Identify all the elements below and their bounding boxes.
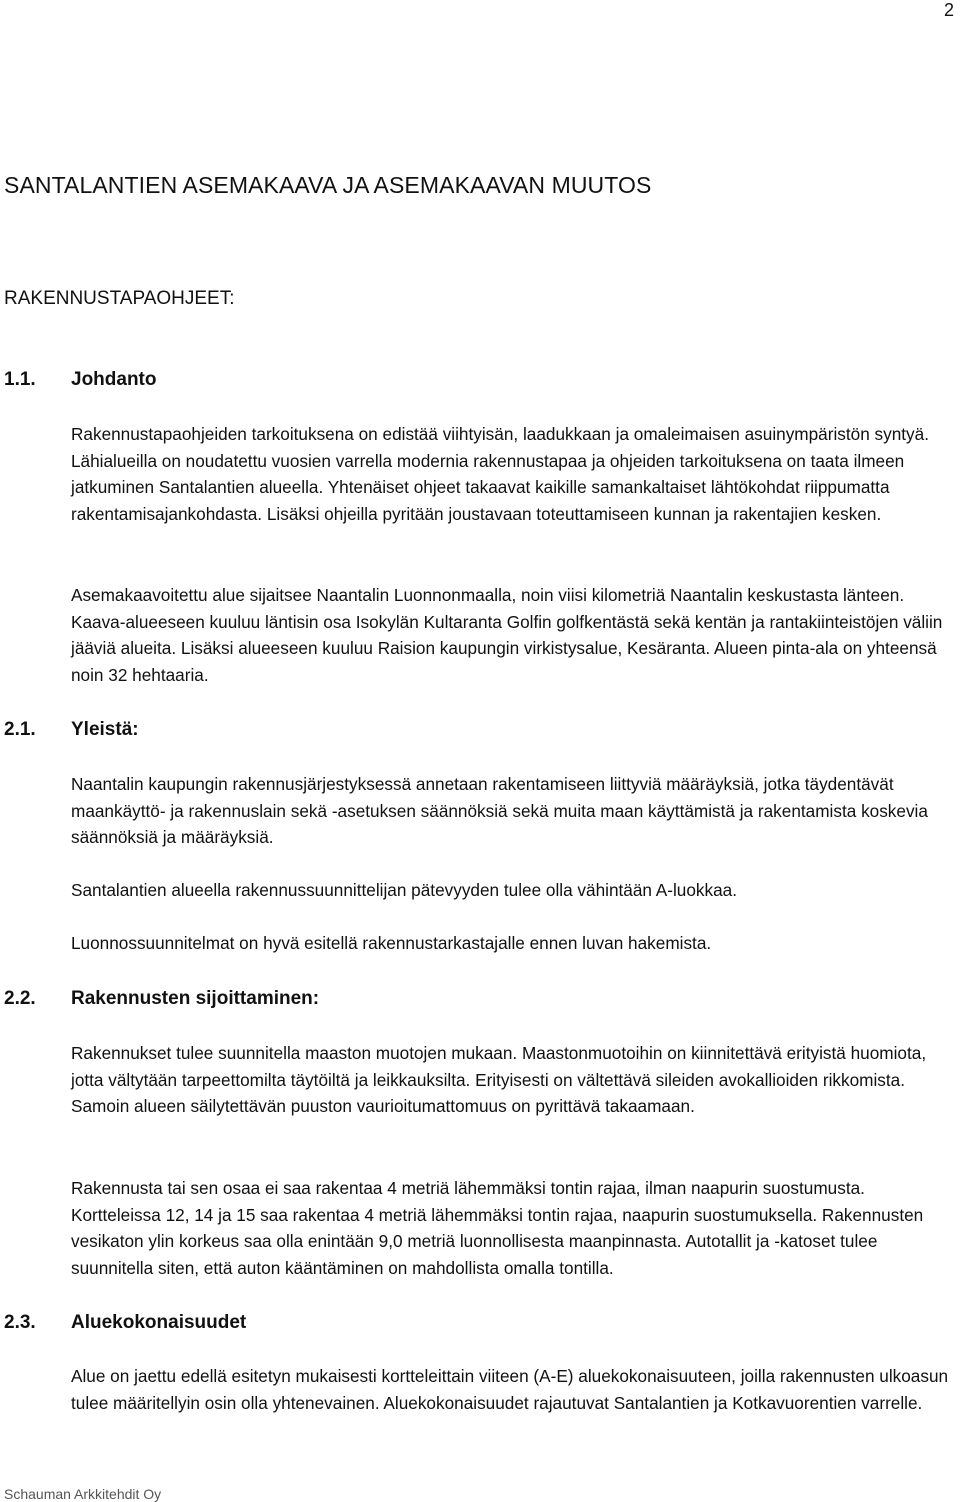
section-number-2-2: 2.2. bbox=[4, 988, 36, 1009]
paragraph-johdanto-1: Rakennustapaohjeiden tarkoituksena on edistää viihtyisän, laadukkaan ja omaleimaisen asuinympäristön syntyä. Lähialueilla on noudatettu vuosien varrella modernia rakennustapaa ja ohjeiden tarkoituksena on taata ilmeen jatkuminen Santalantien alueella. Yhtenäiset ohjeet takaavat kaikille samankaltaiset lähtökohdat riippumatta rakentamisajankohdasta. Lisäksi ohjeilla pyritään joustavaan toteuttamiseen kunnan ja rakentajien kesken. bbox=[71, 424, 929, 524]
footer-company: Schauman Arkkitehdit Oy bbox=[4, 1486, 162, 1502]
paragraph-yleista-1: Naantalin kaupungin rakennusjärjestyksessä annetaan rakentamiseen liittyviä määräyksiä, jotka täydentävät maankäyttö- ja rakennuslain sekä -asetuksen säännöksiä sekä muita maan käyttämistä ja rakentamista koskevia säännöksiä ja määräyksiä. bbox=[71, 774, 928, 848]
paragraph-johdanto-2: Asemakaavoitettu alue sijaitsee Naantalin Luonnonmaalla, noin viisi kilometriä Naantalin keskustasta länteen. Kaava-alueeseen kuuluu läntisin osa Isokylän Kultaranta Golfin golfkentästä sekä kentän ja rantakiinteistöjen väliin jääviä alueita. Lisäksi alueeseen kuuluu Raision kaupungin virkistysalue, Kesäranta. Alueen pinta-ala on yhteensä noin 32 hehtaaria. bbox=[71, 585, 943, 685]
page-number: 2 bbox=[943, 0, 954, 20]
paragraph-sijoittaminen-2: Rakennusta tai sen osaa ei saa rakentaa 4 metriä lähemmäksi tontin rajaa, ilman naapurin suostumusta. Kortteleissa 12, 14 ja 15 saa rakentaa 4 metriä lähemmäksi tontin rajaa, naapurin suostumuksella. Rakennusten vesikaton ylin korkeus saa olla enintään 9,0 metriä luonnollisesta maanpinnasta. Autotallit ja -katoset tulee suunnitella siten, että auton kääntäminen on mahdollista omalla tontilla. bbox=[71, 1178, 924, 1278]
document-title: SANTALANTIEN ASEMAKAAVA JA ASEMAKAAVAN MUUTOS bbox=[4, 172, 652, 198]
paragraph-yleista-3: Luonnossuunnitelmat on hyvä esitellä rakennustarkastajalle ennen luvan hakemista. bbox=[71, 933, 712, 953]
paragraph-aluekokonaisuudet-1: Alue on jaettu edellä esitetyn mukaisesti kortteleittain viiteen (A-E) aluekokonaisuuteen, joilla rakennusten ulkoasun tulee määritellyin osin olla yhtenevainen. Aluekokonaisuudet rajautuvat Santalantien ja Kotkavuorentien varrelle. bbox=[71, 1366, 949, 1413]
section-title-aluekokonaisuudet: Aluekokonaisuudet bbox=[71, 1312, 247, 1333]
section-number-2-3: 2.3. bbox=[4, 1312, 36, 1333]
section-number-2-1: 2.1. bbox=[4, 719, 36, 740]
document-subtitle: RAKENNUSTAPAOHJEET: bbox=[4, 288, 235, 309]
section-title-rakennusten-sijoittaminen: Rakennusten sijoittaminen: bbox=[71, 988, 320, 1009]
section-number-1-1: 1.1. bbox=[4, 369, 36, 390]
paragraph-yleista-2: Santalantien alueella rakennussuunnittelijan pätevyyden tulee olla vähintään A-luokkaa. bbox=[71, 880, 738, 900]
paragraph-sijoittaminen-1: Rakennukset tulee suunnitella maaston muotojen mukaan. Maastonmuotoihin on kiinnitettävä erityistä huomiota, jotta vältytään tarpeettomilta täytöiltä ja leikkauksilta. Erityisesti on vältettävä sileiden avokallioiden rikkomista. Samoin alueen säilytettävän puuston vaurioitumattomuus on pyrittävä takaamaan. bbox=[71, 1043, 927, 1117]
section-title-yleista: Yleistä: bbox=[71, 719, 139, 740]
section-title-johdanto: Johdanto bbox=[71, 369, 157, 390]
